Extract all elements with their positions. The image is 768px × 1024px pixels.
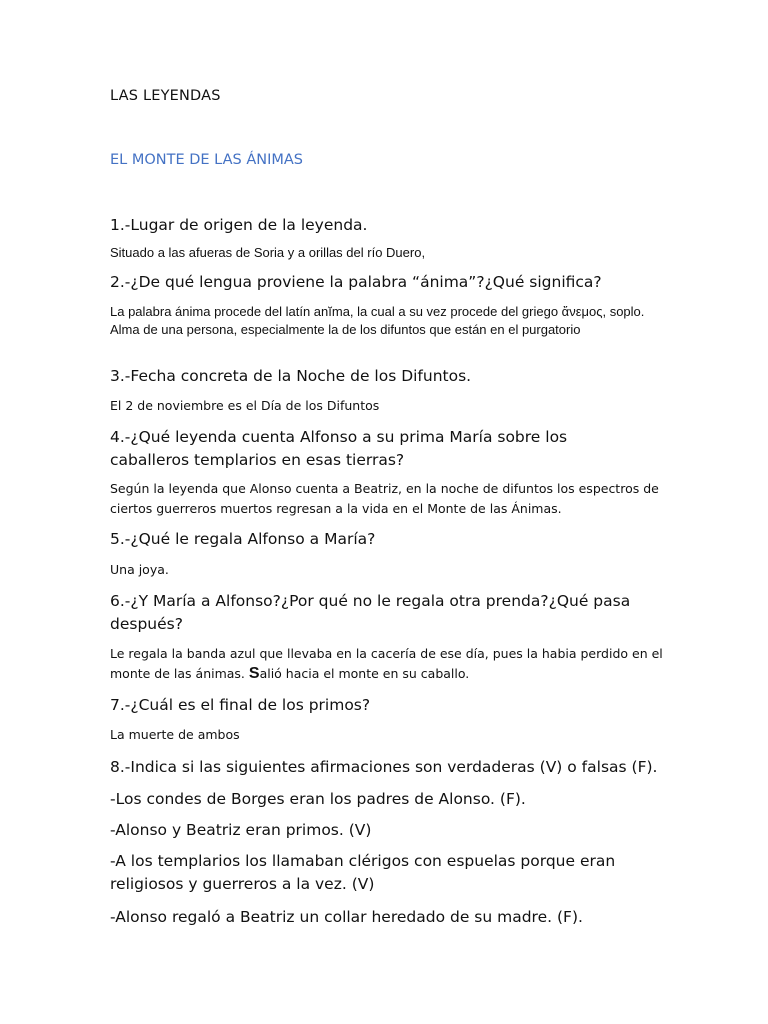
- statement-2: -Alonso y Beatriz eran primos. (V): [110, 821, 372, 839]
- question-3: 3.-Fecha concreta de la Noche de los Difuntos.: [110, 367, 472, 385]
- question-7: 7.-¿Cuál es el final de los primos?: [110, 696, 371, 714]
- document-title: LAS LEYENDAS: [110, 88, 221, 104]
- answer-3: El 2 de noviembre es el Día de los Difuntos: [110, 398, 380, 413]
- answer-1: Situado a las afueras de Soria y a orillas del río Duero,: [110, 245, 426, 260]
- statement-4: -Alonso regaló a Beatriz un collar heredado de su madre. (F).: [110, 908, 583, 926]
- question-4: 4.-¿Qué leyenda cuenta Alfonso a su prima María sobre los caballeros templarios en esas tierras?: [110, 428, 568, 469]
- question-2: 2.-¿De qué lengua proviene la palabra “ánima”?¿Qué significa?: [110, 273, 602, 291]
- legend-subtitle: EL MONTE DE LAS ÁNIMAS: [110, 152, 304, 168]
- answer-6-part-2: alió hacia el monte en su caballo.: [259, 666, 470, 681]
- question-1: 1.-Lugar de origen de la leyenda.: [110, 216, 368, 234]
- statement-1: -Los condes de Borges eran los padres de Alonso. (F).: [110, 790, 526, 808]
- statement-3: -A los templarios los llamaban clérigos con espuelas porque eran religiosos y guerreros a la vez. (V): [110, 852, 616, 893]
- answer-6-capital-letter: S: [248, 665, 260, 682]
- answer-6-part-1: Le regala la banda azul que llevaba en la cacería de ese día, pues la habia perdido en el monte de las ánimas.: [110, 646, 663, 681]
- question-8: 8.-Indica si las siguientes afirmaciones son verdaderas (V) o falsas (F).: [110, 758, 658, 776]
- answer-5: Una joya.: [110, 562, 169, 577]
- answer-2: La palabra ánima procede del latín anĭma, la cual a su vez procede del griego ἄνεμος, soplo. Alma de una persona, especialmente la de los difuntos que están en el purgatorio: [110, 304, 645, 337]
- question-6: 6.-¿Y María a Alfonso?¿Por qué no le regala otra prenda?¿Qué pasa después?: [110, 592, 631, 633]
- answer-6: [110, 644, 665, 684]
- answer-4: Según la leyenda que Alonso cuenta a Beatriz, en la noche de difuntos los espectros de ciertos guerreros muertos regresan a la vida en el Monte de las Ánimas.: [110, 481, 659, 516]
- answer-7: La muerte de ambos: [110, 727, 240, 742]
- question-5: 5.-¿Qué le regala Alfonso a María?: [110, 530, 376, 548]
